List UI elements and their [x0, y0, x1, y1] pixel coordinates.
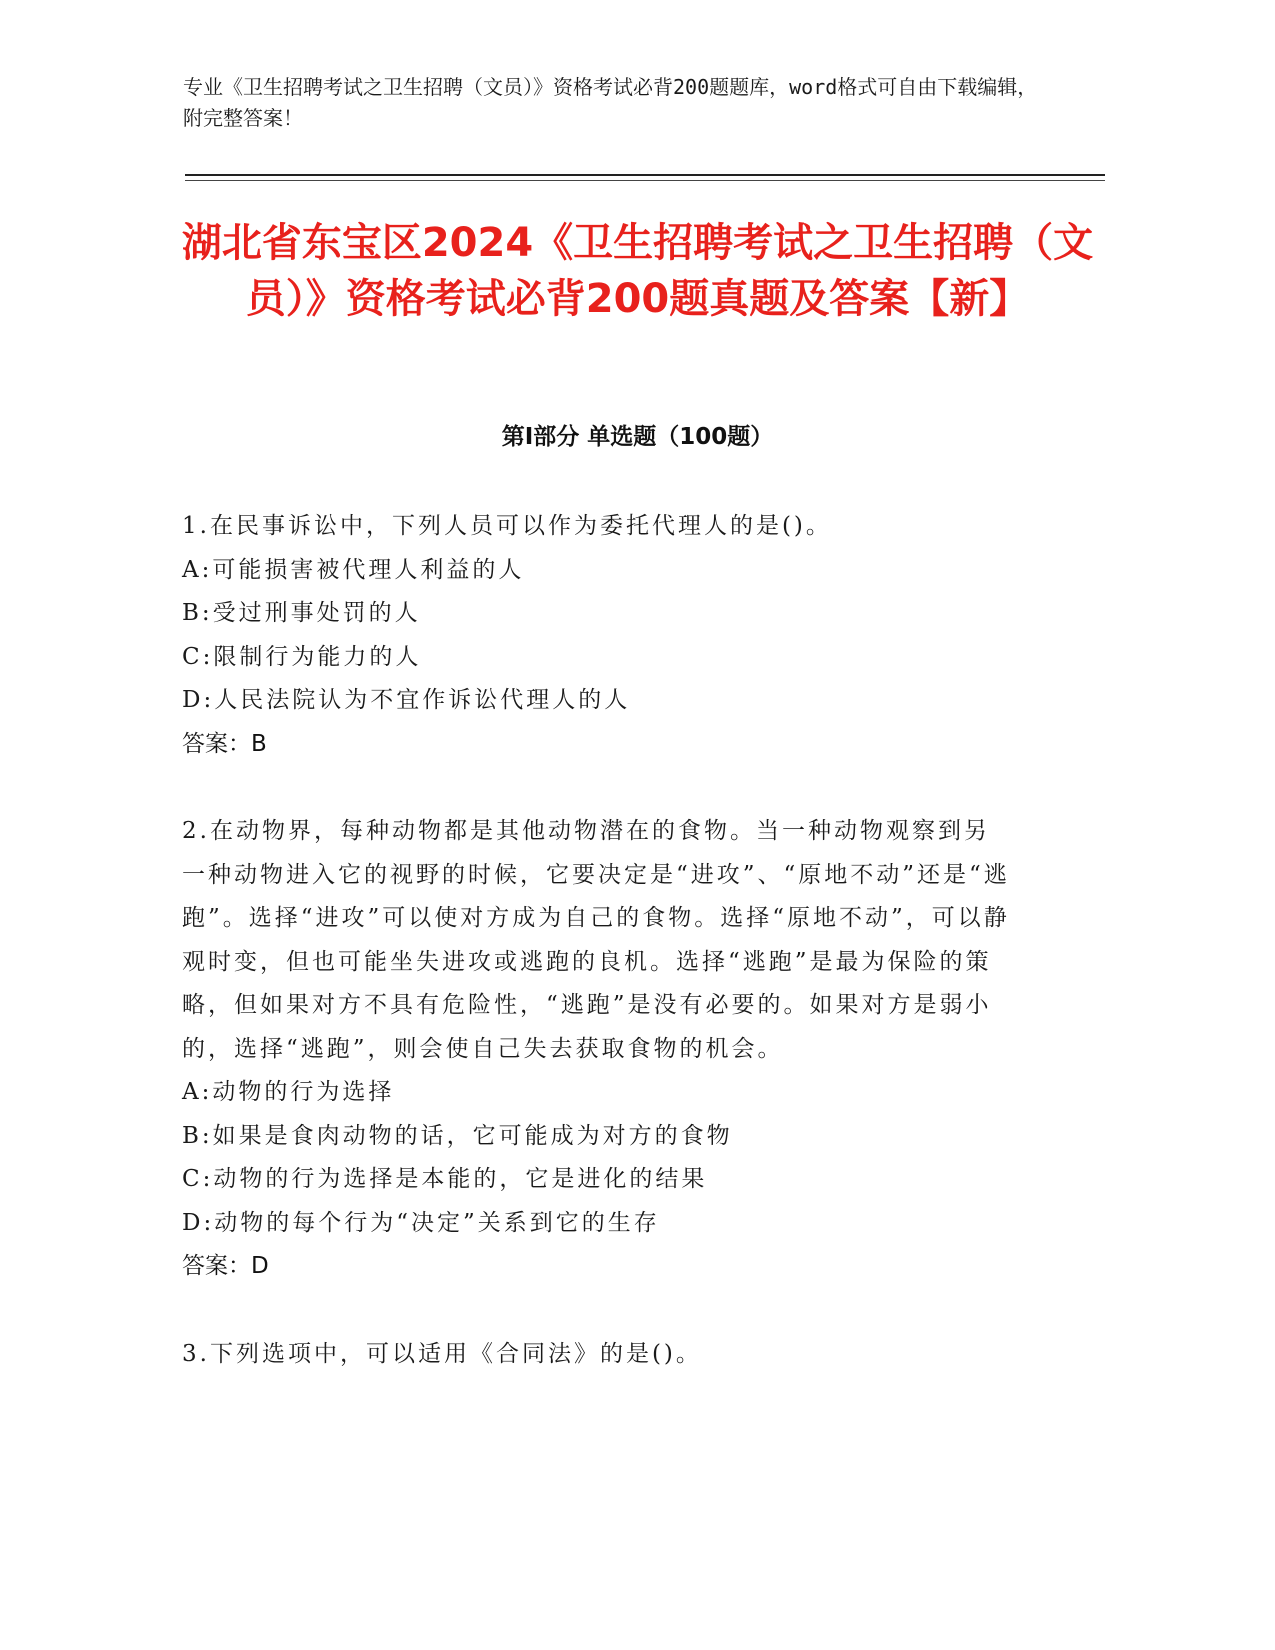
option-b: B:如果是食肉动物的话，它可能成为对方的食物 [182, 1122, 733, 1149]
option-c: C:动物的行为选择是本能的，它是进化的结果 [182, 1166, 708, 1192]
question-stem: 1.在民事诉讼中，下列人员可以作为委托代理人的是()。 [182, 513, 832, 539]
question-2 [182, 810, 1012, 1289]
option-d: D:人民法院认为不宜作诉讼代理人的人 [182, 687, 631, 713]
answer: 答案：D [182, 1253, 269, 1279]
question-stem: 3.下列选项中，可以适用《合同法》的是()。 [182, 1340, 702, 1367]
question-3 [182, 1333, 1012, 1377]
option-a: A:动物的行为选择 [182, 1079, 395, 1105]
document-title: 湖北省东宝区2024《卫生招聘考试之卫生招聘（文员）》资格考试必背200题真题及答案【新】 [181, 220, 1094, 322]
option-d: D:动物的每个行为“决定”关系到它的生存 [182, 1209, 660, 1236]
question-list [182, 505, 1012, 1420]
option-a: A:可能损害被代理人利益的人 [182, 556, 525, 583]
answer: 答案：B [182, 730, 267, 757]
question-stem: 2.在动物界，每种动物都是其他动物潜在的食物。当一种动物观察到另一种动物进入它的视野的时候，它要决定是“进攻”、“原地不动”还是“逃跑”。选择“进攻”可以使对方成为自己的食物。选择“原地不动”，可以静观时变，但也可能坐失进攻或逃跑的良机。选择“逃跑”是最为保险的策略，但如果对方不具有危险性，“逃跑”是没有必要的。如果对方是弱小的，选择“逃跑”，则会使自己失去获取食物的机会。 [182, 818, 1010, 1062]
header-note: 专业《卫生招聘考试之卫生招聘（文员）》资格考试必背200题题库，word格式可自由下载编辑，附完整答案！ [183, 75, 1038, 130]
section-title: 第I部分 单选题（100题） [501, 424, 774, 450]
option-c: C:限制行为能力的人 [182, 643, 422, 670]
header-rule-thick [185, 174, 1105, 176]
option-b: B:受过刑事处罚的人 [182, 600, 421, 626]
header-rule-thin [185, 180, 1105, 181]
question-1 [182, 505, 1012, 766]
